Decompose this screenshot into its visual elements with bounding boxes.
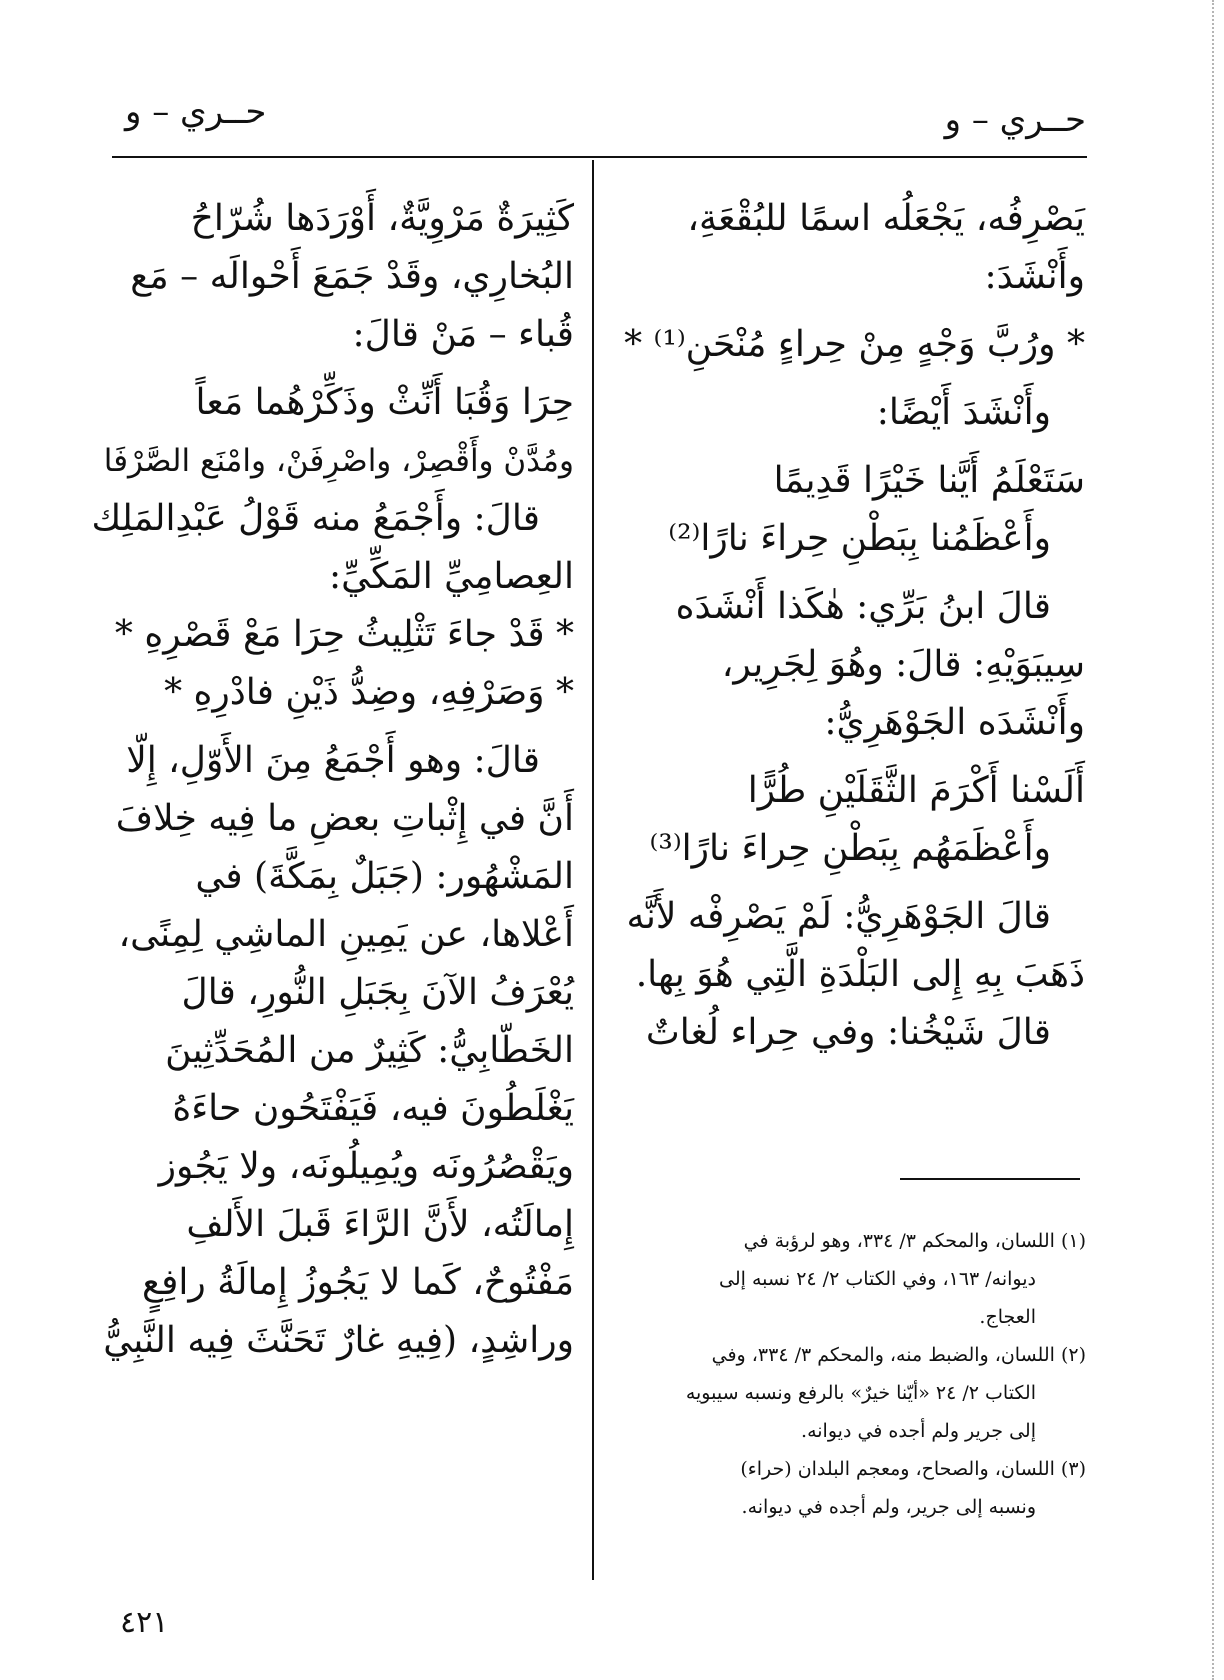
text-line: يَصْرِفُه، يَجْعَلُه اسمًا للبُقْعَةِ، xyxy=(687,198,1085,239)
text-line: قالَ شَيْخُنا: وفي حِراء لُغاتٌ xyxy=(645,1012,1051,1053)
text-line: كَثِيرَةٌ مَرْوِيَّةٌ، أَوْرَدَها شُرّاحُ xyxy=(190,198,574,239)
column-divider xyxy=(592,160,594,1580)
verse-line: أَلَسْنا أَكْرَمَ الثَّقَلَيْنِ طُرًّا xyxy=(747,770,1085,811)
text-line: أَعْلاها، عن يَمِينِ الماشِي لِمِنًى، xyxy=(118,914,574,955)
text-line: ذَهَبَ بِهِ إِلى البَلْدَةِ الَّتِي هُوَ بِها. xyxy=(635,954,1085,995)
text-line: قالَ: وأَجْمَعُ منه قَوْلُ عَبْدِالمَلِك xyxy=(91,498,540,539)
text-line: إِمالَتُه، لأَنَّ الرَّاءَ قَبلَ الأَلفِ xyxy=(186,1204,574,1245)
running-header-left: حــري – و xyxy=(125,92,267,132)
left-column xyxy=(91,190,574,1370)
footnote-line: الكتاب ٢/ ٢٤ «أيّنا خيرٌ» بالرفع ونسبه سيبويه xyxy=(685,1382,1036,1404)
verse-line: حِرَا وَقُبَا أَنِّثْ وذَكِّرْهُما مَعاً xyxy=(195,382,574,423)
text-line: المَشْهُور: (جَبَلٌ بِمَكَّةَ) في xyxy=(195,856,574,897)
footnote-line: العجاج. xyxy=(979,1306,1036,1328)
text-line: وراشِدٍ، (فِيهِ غارٌ تَحَنَّثَ فِيه النَّبِيُّ xyxy=(103,1320,574,1361)
text-line: قُباء – مَنْ قالَ: xyxy=(352,314,574,355)
footnote-line: ديوانه/ ١٦٣، وفي الكتاب ٢/ ٢٤ نسبه إلى xyxy=(719,1268,1036,1290)
footnotes xyxy=(618,1222,1086,1526)
verse-line: ومُدَّنْ وأَقْصِرْ، واصْرِفَنْ، وامْنَع الصَّرْفَا xyxy=(103,443,574,479)
text-line: الخَطّابِيُّ: كَثِيرٌ من المُحَدِّثِينَ xyxy=(165,1030,574,1071)
header-rule xyxy=(112,156,1087,158)
text-line: العِصامِيِّ المَكِّيِّ: xyxy=(328,556,574,597)
text-line: يَغْلَطُونَ فيه، فَيَفْتَحُون حاءَهُ xyxy=(172,1088,574,1129)
text-line: سِيبَوَيْهِ: قالَ: وهُوَ لِجَرِير، xyxy=(721,644,1085,685)
scan-edge-marks xyxy=(1212,0,1224,1680)
verse-line: وأَعْظَمَهُم بِبَطْنِ حِراءَ نارًا⁽³⁾ xyxy=(649,828,1051,869)
text-line: وأَنْشَدَه الجَوْهَرِيُّ: xyxy=(824,702,1085,743)
text-line: البُخارِي، وقَدْ جَمَعَ أَحْوالَه – مَع xyxy=(130,256,574,297)
text-line: وأَنْشَدَ: xyxy=(984,256,1085,297)
footnote-rule xyxy=(900,1178,1080,1180)
verse-line: سَتَعْلَمُ أَيَّنا خَيْرًا قَدِيمًا xyxy=(773,460,1085,501)
running-header-right: حــري – و xyxy=(944,100,1086,140)
footnote-line: (١) اللسان، والمحكم ٣/ ٣٣٤، وهو لرؤبة في xyxy=(743,1230,1086,1252)
right-column xyxy=(620,190,1085,1062)
footnote-line: ونسبه إلى جرير، ولم أجده في ديوانه. xyxy=(741,1496,1036,1518)
verse-line: * قَدْ جاءَ تَثْلِيثُ حِرَا مَعْ قَصْرِهِ * xyxy=(114,614,574,655)
text-line: وأَنْشَدَ أَيْضًا: xyxy=(876,392,1051,433)
verse-line: * ورُبَّ وَجْهٍ مِنْ حِراءٍ مُنْحَنِ⁽¹⁾ * xyxy=(624,324,1085,365)
text-line: أَنَّ في إِثْباتِ بعضِ ما فِيه خِلافَ xyxy=(115,798,574,839)
footnote-line: إلى جرير ولم أجده في ديوانه. xyxy=(801,1420,1036,1442)
verse-line: * وَصَرْفِهِ، وضِدُّ ذَيْنِ فادْرِهِ * xyxy=(164,672,574,713)
text-line: ويَقْصُرُونَه ويُمِيلُونَه، ولا يَجُوز xyxy=(158,1146,574,1187)
text-line: قالَ الجَوْهَرِيُّ: لَمْ يَصْرِفْه لأَنَّه xyxy=(626,896,1051,937)
verse-line: وأَعْظَمُنا بِبَطْنِ حِراءَ نارًا⁽²⁾ xyxy=(668,518,1051,559)
footnote-line: (٣) اللسان، والصحاح، ومعجم البلدان (حراء) xyxy=(740,1458,1086,1480)
text-line: مَفْتُوحٌ، كَما لا يَجُوزُ إِمالَةُ رافِعٍ xyxy=(142,1262,574,1303)
text-line: قالَ ابنُ بَرِّي: هٰكَذا أَنْشَدَه xyxy=(675,586,1051,627)
text-line: قالَ: وهو أَجْمَعُ مِنَ الأَوّلِ، إِلّا xyxy=(126,740,540,781)
text-line: يُعْرَفُ الآنَ بِجَبَلِ النُّورِ، قالَ xyxy=(181,972,574,1013)
footnote-line: (٢) اللسان، والضبط منه، والمحكم ٣/ ٣٣٤، وفي xyxy=(711,1344,1086,1366)
page-number: ٤٢١ xyxy=(120,1605,169,1640)
